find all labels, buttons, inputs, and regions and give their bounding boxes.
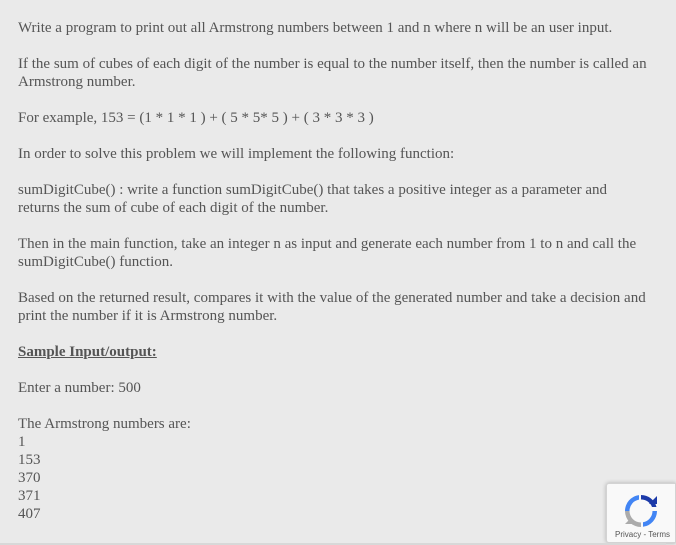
- recaptcha-badge[interactable]: [606, 483, 676, 543]
- main-function-description: Then in the main function, take an integer n as input and generate each number from 1 to n and call the sumDigitCube() function.: [18, 236, 637, 270]
- definition-paragraph: If the sum of cubes of each digit of the number is equal to the number itself, then the number is called an Armstrong number.: [18, 56, 647, 90]
- privacy-link[interactable]: Privacy: [615, 530, 642, 539]
- sample-io-heading: Sample Input/output:: [18, 344, 157, 360]
- recaptcha-logo-icon: [621, 491, 661, 531]
- recaptcha-links: [615, 530, 670, 540]
- function-description: sumDigitCube() : write a function sumDigitCube() that takes a positive integer as a parameter and returns the sum of cube of each digit of the number.: [18, 182, 607, 216]
- terms-link[interactable]: Terms: [648, 530, 670, 539]
- intro-paragraph: Write a program to print out all Armstrong numbers between 1 and n where n will be an user input.: [18, 20, 613, 36]
- link-separator: -: [641, 530, 649, 539]
- sample-input-line: Enter a number: 500: [18, 380, 141, 396]
- problem-statement: [18, 19, 650, 523]
- example-paragraph: For example, 153 = (1 * 1 * 1 ) + ( 5 * 5* 5 ) + ( 3 * 3 * 3 ): [18, 110, 374, 126]
- output-value: 407: [18, 506, 41, 522]
- output-value: 1: [18, 434, 26, 450]
- output-value: 371: [18, 488, 41, 504]
- approach-paragraph: In order to solve this problem we will implement the following function:: [18, 146, 455, 162]
- output-title: The Armstrong numbers are:: [18, 416, 191, 432]
- sample-output: [18, 415, 650, 523]
- output-value: 153: [18, 452, 41, 468]
- output-value: 370: [18, 470, 41, 486]
- decision-paragraph: Based on the returned result, compares it with the value of the generated number and take a decision and print the number if it is Armstrong number.: [18, 290, 646, 324]
